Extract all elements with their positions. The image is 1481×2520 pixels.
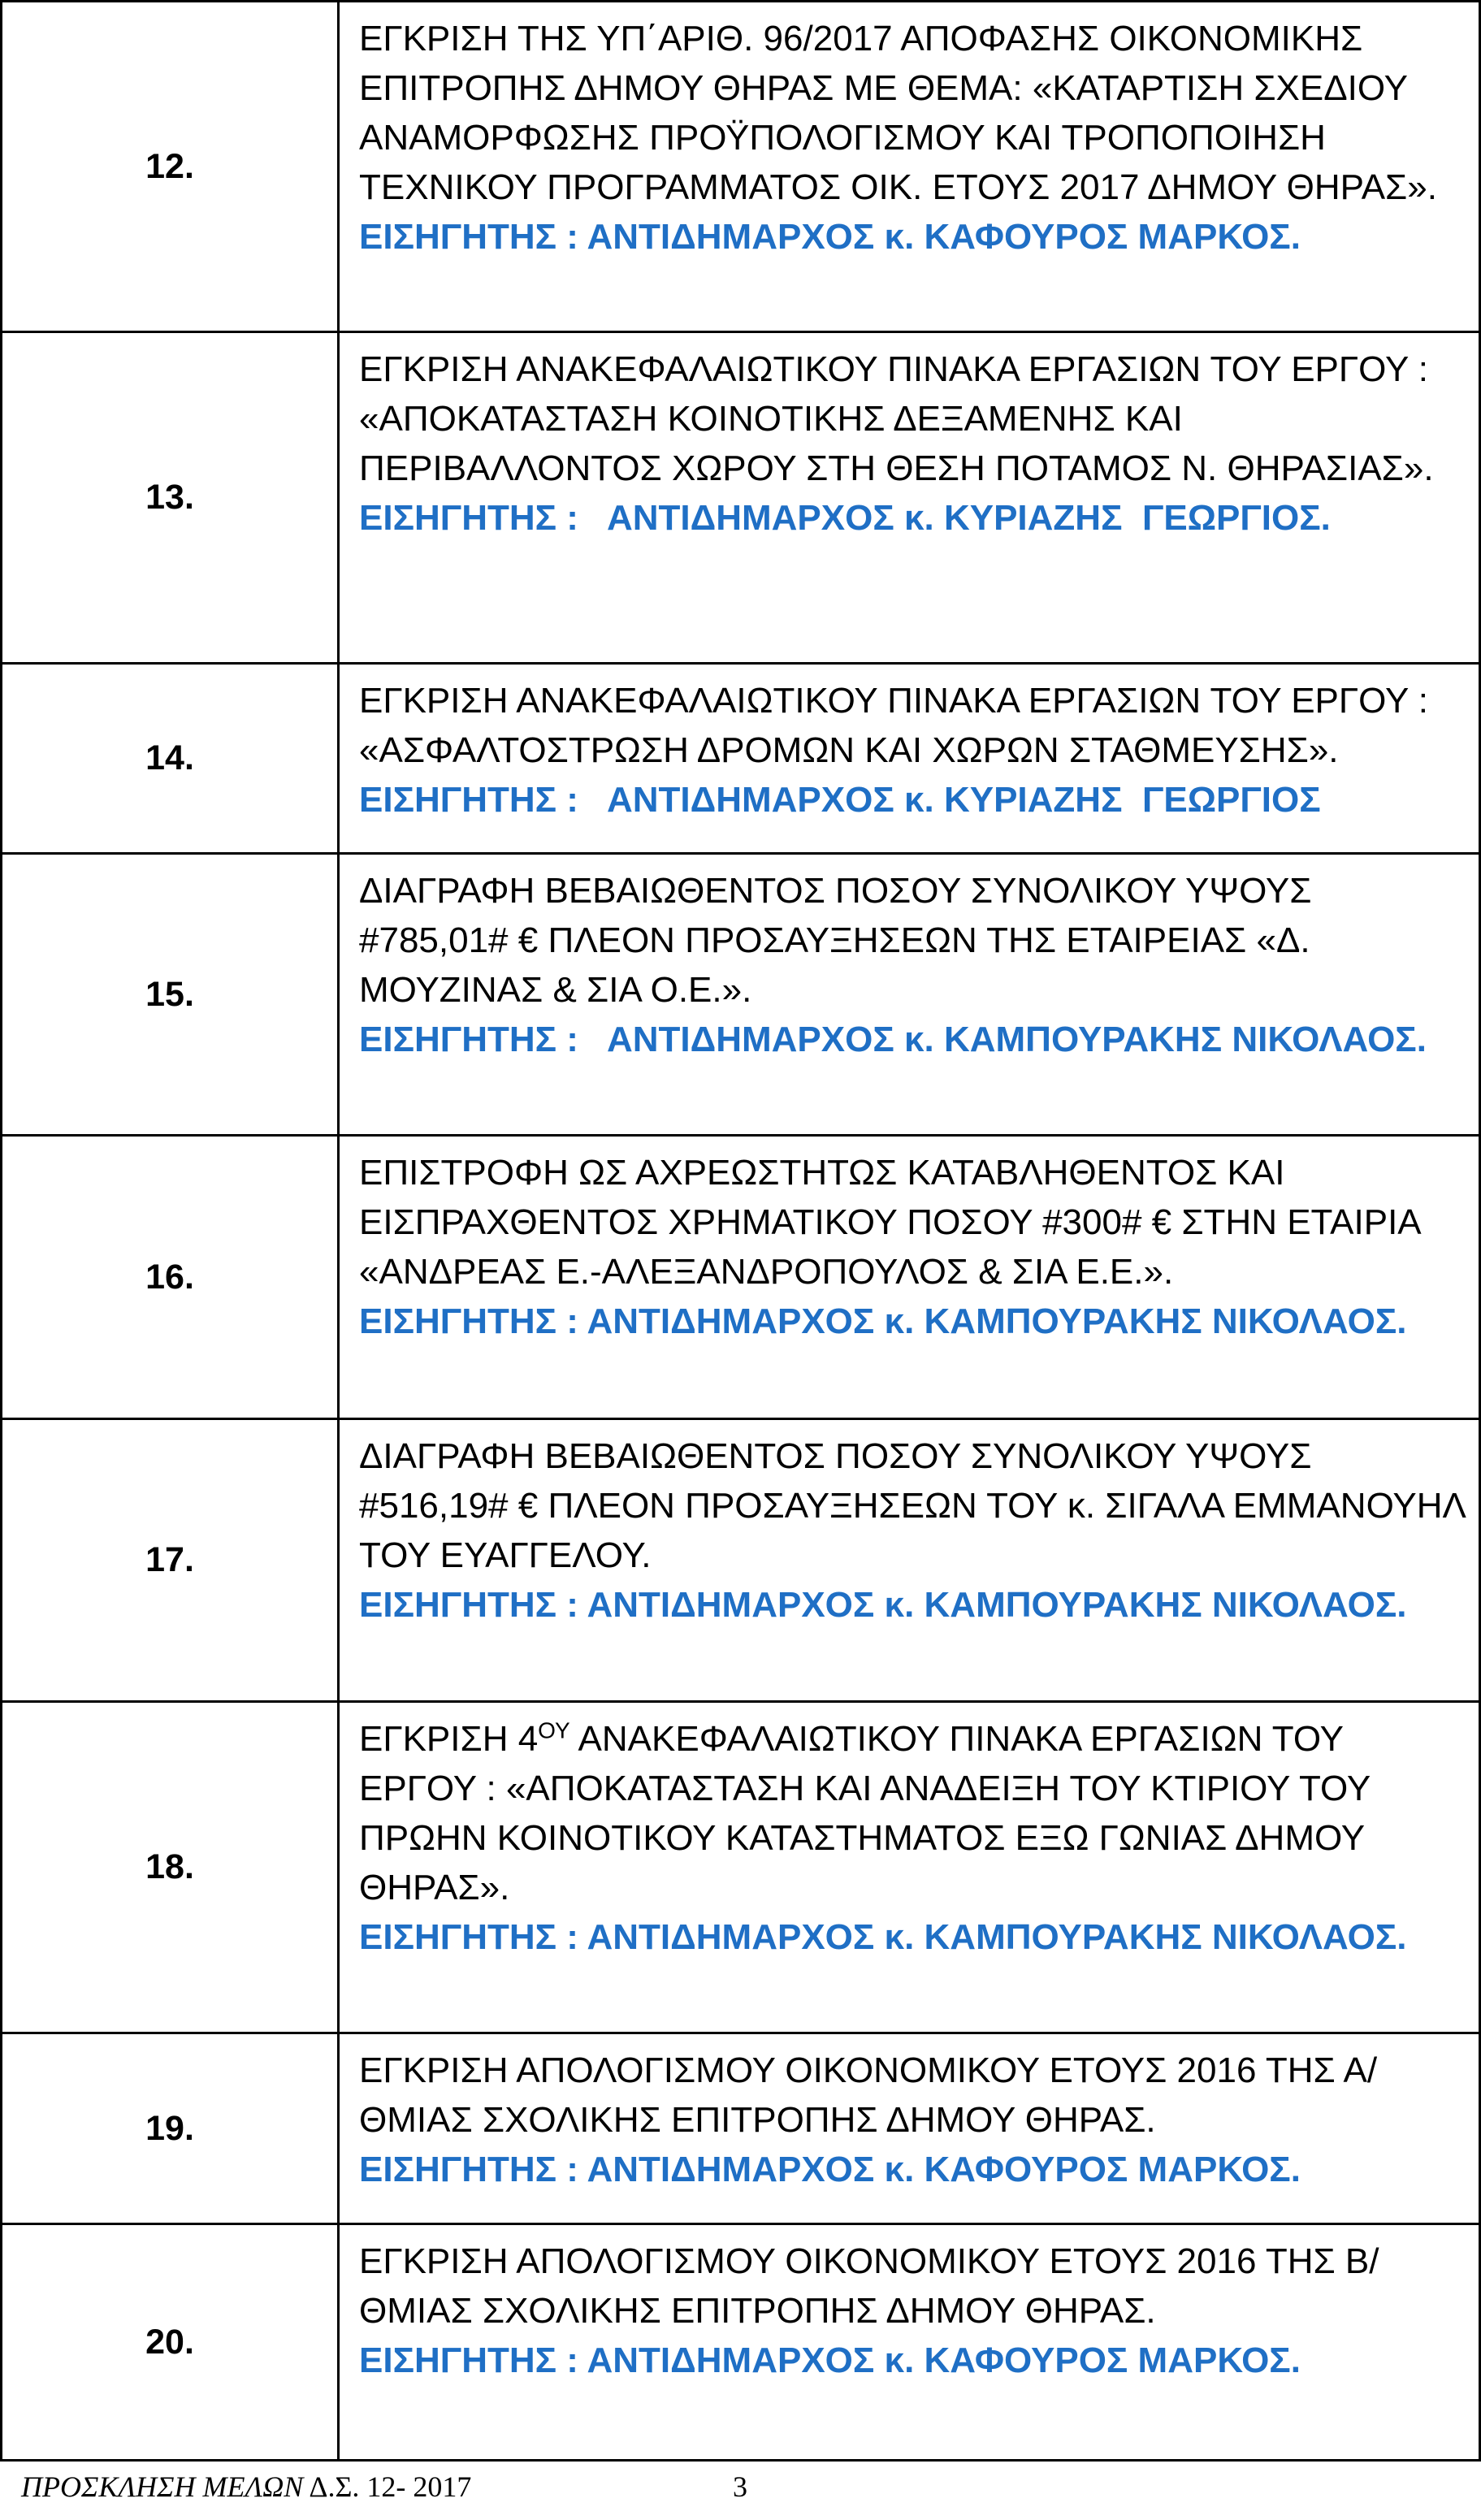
item-number: 12. — [2, 2, 339, 332]
item-text: ΕΓΚΡΙΣΗ ΑΝΑΚΕΦΑΛΑΙΩΤΙΚΟΥ ΠΙΝΑΚΑ ΕΡΓΑΣΙΩΝ ΤΟΥ ΕΡΓΟΥ : «ΑΣΦΑΛΤΟΣΤΡΩΣΗ ΔΡΟΜΩΝ ΚΑΙ ΧΩΡΩΝ ΣΤΑΘΜΕΥΣΗΣ». — [359, 681, 1428, 770]
page-footer — [21, 2470, 747, 2504]
agenda-row — [2, 854, 1480, 1136]
item-body — [339, 2033, 1480, 2224]
agenda-row — [2, 2033, 1480, 2224]
item-text-rest: ΑΝΑΚΕΦΑΛΑΙΩΤΙΚΟΥ ΠΙΝΑΚΑ ΕΡΓΑΣΙΩΝ ΤΟΥ ΕΡΓΟΥ : «ΑΠΟΚΑΤΑΣΤΑΣΗ ΚΑΙ ΑΝΑΔΕΙΞΗ ΤΟΥ ΚΤΙΡΙΟΥ ΤΟΥ ΠΡΩΗΝ ΚΟΙΝΟΤΙΚΟΥ ΚΑΤΑΣΤΗΜΑΤΟΣ ΕΞΩ ΓΩΝΙΑΣ ΔΗΜΟΥ ΘΗΡΑΣ». — [359, 1719, 1371, 1907]
item-text: ΕΓΚΡΙΣΗ ΑΝΑΚΕΦΑΛΑΙΩΤΙΚΟΥ ΠΙΝΑΚΑ ΕΡΓΑΣΙΩΝ ΤΟΥ ΕΡΓΟΥ : «ΑΠΟΚΑΤΑΣΤΑΣΗ ΚΟΙΝΟΤΙΚΗΣ ΔΕΞΑΜΕΝΗΣ ΚΑΙ ΠΕΡΙΒΑΛΛΟΝΤΟΣ ΧΩΡΟΥ ΣΤΗ ΘΕΣΗ ΠΟΤΑΜΟΣ Ν. ΘΗΡΑΣΙΑΣ». — [359, 349, 1434, 488]
item-body — [339, 1702, 1480, 2033]
page-number: 3 — [733, 2470, 747, 2503]
item-text — [359, 1714, 1469, 1912]
item-number: 20. — [2, 2224, 339, 2461]
item-text: ΕΠΙΣΤΡΟΦΗ ΩΣ ΑΧΡΕΩΣΤΗΤΩΣ ΚΑΤΑΒΛΗΘΕΝΤΟΣ ΚΑΙ ΕΙΣΠΡΑΧΘΕΝΤΟΣ ΧΡΗΜΑΤΙΚΟΥ ΠΟΣΟΥ #300# € ΣΤΗΝ ΕΤΑΙΡΙΑ «ΑΝΔΡΕΑΣ Ε.-ΑΛΕΞΑΝΔΡΟΠΟΥΛΟΣ & ΣΙΑ Ε.Ε.». — [359, 1153, 1420, 1292]
footer-session: Δ.Σ. 12- 2017 — [309, 2470, 472, 2503]
item-number: 15. — [2, 854, 339, 1136]
item-rapporteur: ΕΙΣΗΓΗΤΗΣ : ΑΝΤΙΔΗΜΑΡΧΟΣ κ. ΚΑΜΠΟΥΡΑΚΗΣ ΝΙΚΟΛΑΟΣ. — [359, 1301, 1407, 1341]
item-number: 19. — [2, 2033, 339, 2224]
item-number: 13. — [2, 332, 339, 664]
item-body — [339, 1419, 1480, 1702]
item-text: ΕΓΚΡΙΣΗ ΑΠΟΛΟΓΙΣΜΟΥ ΟΙΚΟΝΟΜΙΚΟΥ ΕΤΟΥΣ 2016 ΤΗΣ Β/ΘΜΙΑΣ ΣΧΟΛΙΚΗΣ ΕΠΙΤΡΟΠΗΣ ΔΗΜΟΥ ΘΗΡΑΣ. — [359, 2241, 1379, 2331]
item-rapporteur: ΕΙΣΗΓΗΤΗΣ : ΑΝΤΙΔΗΜΑΡΧΟΣ κ. ΚΥΡΙΑΖΗΣ ΓΕΩΡΓΙΟΣ — [359, 780, 1321, 820]
item-body — [339, 2224, 1480, 2461]
item-rapporteur: ΕΙΣΗΓΗΤΗΣ : ΑΝΤΙΔΗΜΑΡΧΟΣ κ. ΚΥΡΙΑΖΗΣ ΓΕΩΡΓΙΟΣ. — [359, 498, 1331, 538]
agenda-row — [2, 1702, 1480, 2033]
agenda-row — [2, 2, 1480, 332]
item-text: ΕΓΚΡΙΣΗ ΤΗΣ ΥΠ΄ΑΡΙΘ. 96/2017 ΑΠΟΦΑΣΗΣ ΟΙΚΟΝΟΜΙΚΗΣ ΕΠΙΤΡΟΠΗΣ ΔΗΜΟΥ ΘΗΡΑΣ ΜΕ ΘΕΜΑ: «ΚΑΤΑΡΤΙΣΗ ΣΧΕΔΙΟΥ ΑΝΑΜΟΡΦΩΣΗΣ ΠΡΟΫΠΟΛΟΓΙΣΜΟΥ ΚΑΙ ΤΡΟΠΟΠΟΙΗΣΗ ΤΕΧΝΙΚΟΥ ΠΡΟΓΡΑΜΜΑΤΟΣ ΟΙΚ. ΕΤΟΥΣ 2017 ΔΗΜΟΥ ΘΗΡΑΣ». — [359, 19, 1437, 207]
agenda-row — [2, 664, 1480, 854]
agenda-row — [2, 1136, 1480, 1419]
item-text: ΔΙΑΓΡΑΦΗ ΒΕΒΑΙΩΘΕΝΤΟΣ ΠΟΣΟΥ ΣΥΝΟΛΙΚΟΥ ΥΨΟΥΣ #516,19# € ΠΛΕΟΝ ΠΡΟΣΑΥΞΗΣΕΩΝ ΤΟΥ κ. ΣΙΓΑΛΑ ΕΜΜΑΝΟΥΗΛ ΤΟΥ ΕΥΑΓΓΕΛΟΥ. — [359, 1436, 1465, 1575]
item-rapporteur: ΕΙΣΗΓΗΤΗΣ : ΑΝΤΙΔΗΜΑΡΧΟΣ κ. ΚΑΦΟΥΡΟΣ ΜΑΡΚΟΣ. — [359, 2150, 1301, 2189]
item-text: ΕΓΚΡΙΣΗ ΑΠΟΛΟΓΙΣΜΟΥ ΟΙΚΟΝΟΜΙΚΟΥ ΕΤΟΥΣ 2016 ΤΗΣ Α/ΘΜΙΑΣ ΣΧΟΛΙΚΗΣ ΕΠΙΤΡΟΠΗΣ ΔΗΜΟΥ ΘΗΡΑΣ. — [359, 2050, 1378, 2140]
item-number: 16. — [2, 1136, 339, 1419]
footer-doc-title: ΠΡΟΣΚΛΗΣΗ ΜΕΛΩΝ — [21, 2470, 304, 2503]
item-body — [339, 664, 1480, 854]
agenda-row — [2, 2224, 1480, 2461]
item-text-start: ΕΓΚΡΙΣΗ 4 — [359, 1719, 539, 1759]
agenda-row — [2, 1419, 1480, 1702]
item-rapporteur: ΕΙΣΗΓΗΤΗΣ : ΑΝΤΙΔΗΜΑΡΧΟΣ κ. ΚΑΜΠΟΥΡΑΚΗΣ ΝΙΚΟΛΑΟΣ. — [359, 1585, 1407, 1625]
ordinal-superscript: ΟΥ — [538, 1717, 570, 1743]
item-text: ΔΙΑΓΡΑΦΗ ΒΕΒΑΙΩΘΕΝΤΟΣ ΠΟΣΟΥ ΣΥΝΟΛΙΚΟΥ ΥΨΟΥΣ #785,01# € ΠΛΕΟΝ ΠΡΟΣΑΥΞΗΣΕΩΝ ΤΗΣ ΕΤΑΙΡΕΙΑΣ «Δ. ΜΟΥΖΙΝΑΣ & ΣΙΑ Ο.Ε.». — [359, 871, 1312, 1010]
item-number: 17. — [2, 1419, 339, 1702]
item-number: 18. — [2, 1702, 339, 2033]
item-body — [339, 2, 1480, 332]
agenda-row — [2, 332, 1480, 664]
item-body — [339, 1136, 1480, 1419]
item-number: 14. — [2, 664, 339, 854]
item-rapporteur: ΕΙΣΗΓΗΤΗΣ : ΑΝΤΙΔΗΜΑΡΧΟΣ κ. ΚΑΜΠΟΥΡΑΚΗΣ ΝΙΚΟΛΑΟΣ. — [359, 1020, 1427, 1059]
item-rapporteur: ΕΙΣΗΓΗΤΗΣ : ΑΝΤΙΔΗΜΑΡΧΟΣ κ. ΚΑΜΠΟΥΡΑΚΗΣ ΝΙΚΟΛΑΟΣ. — [359, 1917, 1407, 1957]
item-rapporteur: ΕΙΣΗΓΗΤΗΣ : ΑΝΤΙΔΗΜΑΡΧΟΣ κ. ΚΑΦΟΥΡΟΣ ΜΑΡΚΟΣ. — [359, 217, 1301, 257]
item-body — [339, 332, 1480, 664]
item-body — [339, 854, 1480, 1136]
item-rapporteur: ΕΙΣΗΓΗΤΗΣ : ΑΝΤΙΔΗΜΑΡΧΟΣ κ. ΚΑΦΟΥΡΟΣ ΜΑΡΚΟΣ. — [359, 2340, 1301, 2380]
